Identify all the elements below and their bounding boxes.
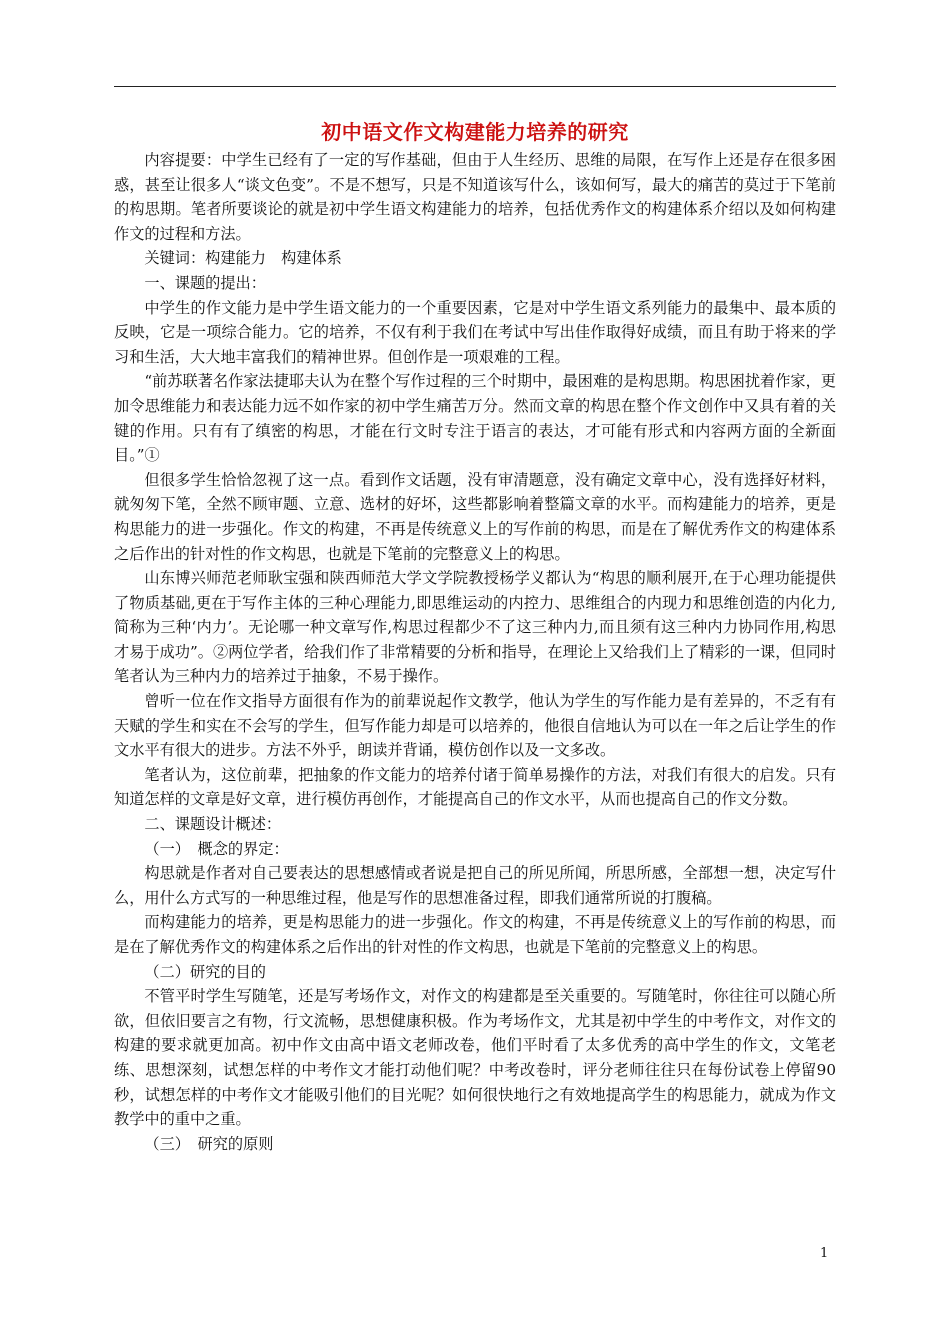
paragraph: 笔者认为，这位前辈，把抽象的作文能力的培养付诸于简单易操作的方法，对我们有很大的启发。只有知道怎样的文章是好文章，进行模仿再创作，才能提高自己的作文水平，从而也提高自己的作文分数。 xyxy=(114,765,836,809)
subsection-heading-1: （一） 概念的界定： xyxy=(144,839,289,858)
document-title: 初中语文作文构建能力培养的研究 xyxy=(321,120,629,144)
document-body xyxy=(114,148,836,1156)
paragraph-abstract: 内容提要：中学生已经有了一定的写作基础，但由于人生经历、思维的局限，在写作上还是存在很多困惑，甚至让很多人“谈文色变”。不是不想写，只是不知道该写什么，该如何写，最大的痛苦的莫过于下笔前的构思期。笔者所要谈论的就是初中学生语文构建能力的培养，包括优秀作文的构建体系介绍以及如何构建作文的过程和方法。 xyxy=(114,151,836,243)
header-rule xyxy=(114,86,836,87)
paragraph: 中学生的作文能力是中学生语文能力的一个重要因素，它是对中学生语文系列能力的最集中、最本质的反映，它是一项综合能力。它的培养，不仅有利于我们在考试中写出佳作取得好成绩，而且有助于将来的学习和生活，大大地丰富我们的精神世界。但创作是一项艰难的工程。 xyxy=(114,298,836,366)
paragraph: 但很多学生恰恰忽视了这一点。看到作文话题，没有审清题意，没有确定文章中心，没有选择好材料，就匆匆下笔，全然不顾审题、立意、选材的好坏，这些都影响着整篇文章的水平。而构建能力的培养，更是构思能力的进一步强化。作文的构建，不再是传统意义上的写作前的构思，而是在了解优秀作文的构建体系之后作出的针对性的作文构思，也就是下笔前的完整意义上的构思。 xyxy=(114,470,836,563)
paragraph: 曾听一位在作文指导方面很有作为的前辈说起作文教学，他认为学生的写作能力是有差异的，不乏有有天赋的学生和实在不会写的学生，但写作能力却是可以培养的，他很自信地认为可以在一年之后让学生的作文水平有很大的进步。方法不外乎，朗读并背诵，模仿创作以及一文多改。 xyxy=(114,692,836,760)
section-heading-2: 二、课题设计概述： xyxy=(144,815,282,834)
subsection-heading-3: （三） 研究的原则 xyxy=(144,1134,274,1153)
paragraph-quote: “前苏联著名作家法捷耶夫认为在整个写作过程的三个时期中，最困难的是构思期。构思困扰着作家，更加令思维能力和表达能力远不如作家的初中学生痛苦万分。然而文章的构思在整个作文创作中又具有着的关键的作用。只有有了缜密的构思，才能在行文时专注于语言的表达，才可能有形式和内容两方面的全新面目。”① xyxy=(114,372,836,465)
page-number: 1 xyxy=(820,1246,829,1261)
paragraph: 山东博兴师范老师耿宝强和陕西师范大学文学院教授杨学义都认为“构思的顺利展开,在于心理功能提供了物质基础,更在于写作主体的三种心理能力,即思维运动的内控力、思维组合的内现力和思维创造的内化力,简称为三种‘内力’。无论哪一种文章写作,构思过程都少不了这三种内力,而且须有这三种内力协同作用,构思才易于成功”。②两位学者，给我们作了非常精要的分析和指导，在理论上又给我们上了精彩的一课，但同时笔者认为三种内力的培养过于抽象，不易于操作。 xyxy=(114,569,836,686)
paragraph: 不管平时学生写随笔，还是写考场作文，对作文的构建都是至关重要的。写随笔时，你往往可以随心所欲，但依旧要言之有物，行文流畅，思想健康积极。作为考场作文，尤其是初中学生的中考作文，对作文的构建的要求就更加高。初中作文由高中语文老师改卷，他们平时看了太多优秀的高中学生的作文，文笔老练、思想深刻，试想怎样的中考作文才能打动他们呢？中考改卷时，评分老师往往只在每份试卷上停留90秒，试想怎样的中考作文才能吸引他们的目光呢？如何很快地行之有效地提高学生的构思能力，就成为作文教学中的重中之重。 xyxy=(114,987,836,1129)
paragraph-keywords: 关键词：构建能力 构建体系 xyxy=(144,249,342,268)
subsection-heading-2: （二）研究的目的 xyxy=(144,962,266,981)
section-heading-1: 一、课题的提出： xyxy=(144,273,266,292)
paragraph: 构思就是作者对自己要表达的思想感情或者说是把自己的所见所闻，所思所感，全部想一想，决定写什么，用什么方式写的一种思维过程，他是写作的思想准备过程，即我们通常所说的打腹稿。 xyxy=(114,864,836,907)
paragraph: 而构建能力的培养，更是构思能力的进一步强化。作文的构建，不再是传统意义上的写作前的构思，而是在了解优秀作文的构建体系之后作出的针对性的作文构思，也就是下笔前的完整意义上的构思。 xyxy=(114,913,836,956)
